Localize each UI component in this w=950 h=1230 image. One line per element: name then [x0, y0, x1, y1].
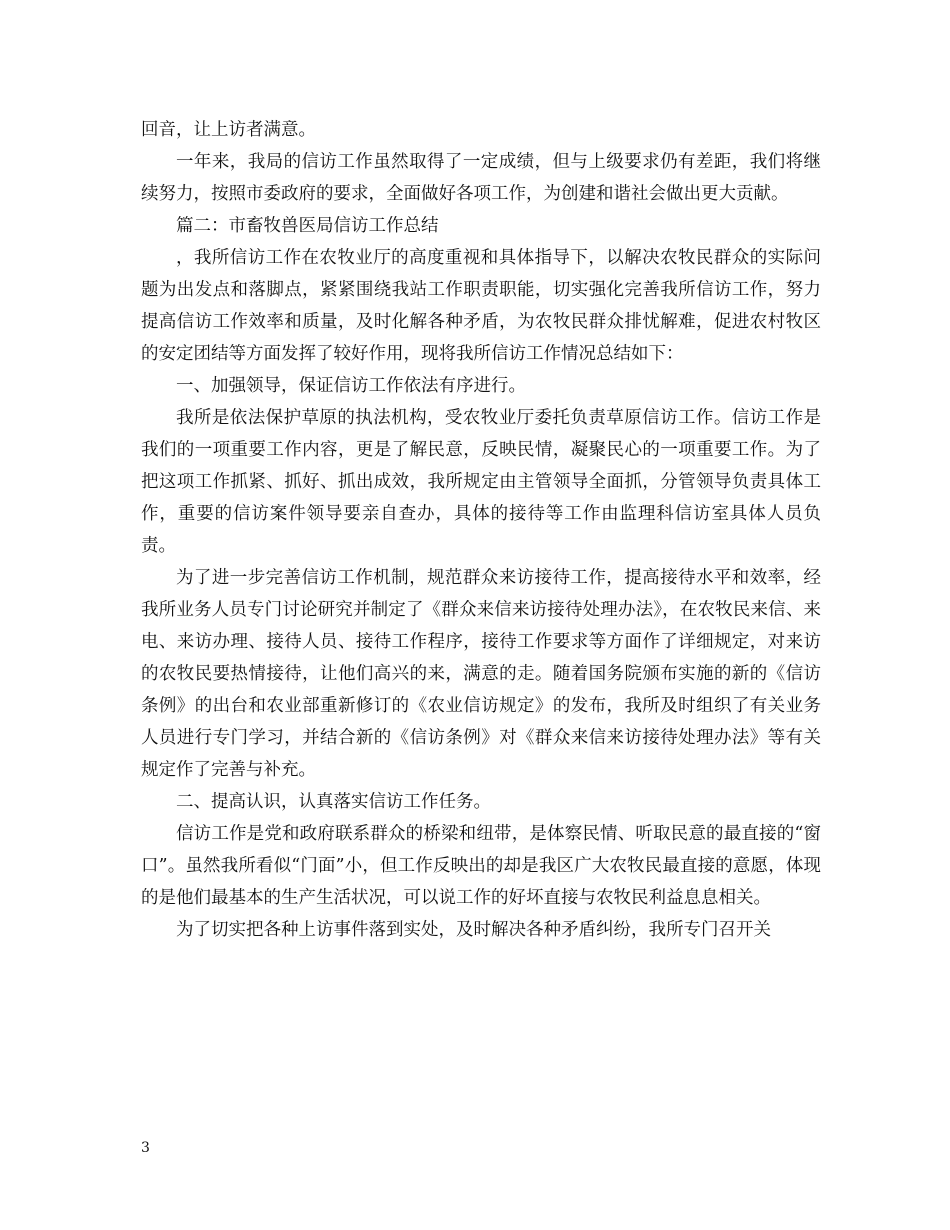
document-body — [141, 114, 821, 946]
section-title: 篇二：市畜牧兽医局信访工作总结 — [176, 216, 439, 236]
page-number: 3 — [141, 1140, 150, 1156]
paragraph: ，我所信访工作在农牧业厅的高度重视和具体指导下，以解决农牧民群众的实际问题为出发点和落脚点，紧紧围绕我站工作职责职能，切实强化完善我所信访工作，努力提高信访工作效率和质量，及时化解各种矛盾，为农牧民群众排忧解难，促进农村牧区的安定团结等方面发挥了较好作用，现将我所信访工作情况总结如下： — [141, 248, 821, 364]
section-heading: 二、提高认识，认真落实信访工作任务。 — [176, 792, 491, 812]
paragraph: 为了切实把各种上访事件落到实处，及时解决各种矛盾纠纷，我所专门召开关 — [176, 920, 771, 940]
paragraph: 一年来，我局的信访工作虽然取得了一定成绩，但与上级要求仍有差距，我们将继续努力，按照市委政府的要求，全面做好各项工作，为创建和谐社会做出更大贡献。 — [141, 152, 821, 204]
section-heading: 一、加强领导，保证信访工作依法有序进行。 — [176, 376, 526, 396]
paragraph: 我所是依法保护草原的执法机构，受农牧业厅委托负责草原信访工作。信访工作是我们的一项重要工作内容，更是了解民意，反映民情，凝聚民心的一项重要工作。为了把这项工作抓紧、抓好、抓出成效，我所规定由主管领导全面抓，分管领导负责具体工作，重要的信访案件领导要亲自查办，具体的接待等工作由监理科信访室具体人员负责。 — [141, 408, 821, 556]
paragraph-continuation: 回音，让上访者满意。 — [141, 120, 316, 140]
paragraph: 信访工作是党和政府联系群众的桥梁和纽带，是体察民情、听取民意的最直接的“窗口”。虽然我所看似“门面”小，但工作反映出的却是我区广大农牧民最直接的意愿，体现的是他们最基本的生产生活状况，可以说工作的好坏直接与农牧民利益息息相关。 — [141, 824, 821, 908]
paragraph: 为了进一步完善信访工作机制，规范群众来访接待工作，提高接待水平和效率，经我所业务人员专门讨论研究并制定了《群众来信来访接待处理办法》，在农牧民来信、来电、来访办理、接待人员、接待工作程序，接待工作要求等方面作了详细规定，对来访的农牧民要热情接待，让他们高兴的来，满意的走。随着国务院颁布实施的新的《信访条例》的出台和农业部重新修订的《农业信访规定》的发布，我所及时组织了有关业务人员进行专门学习，并结合新的《信访条例》对《群众来信来访接待处理办法》等有关规定作了完善与补充。 — [141, 568, 821, 780]
